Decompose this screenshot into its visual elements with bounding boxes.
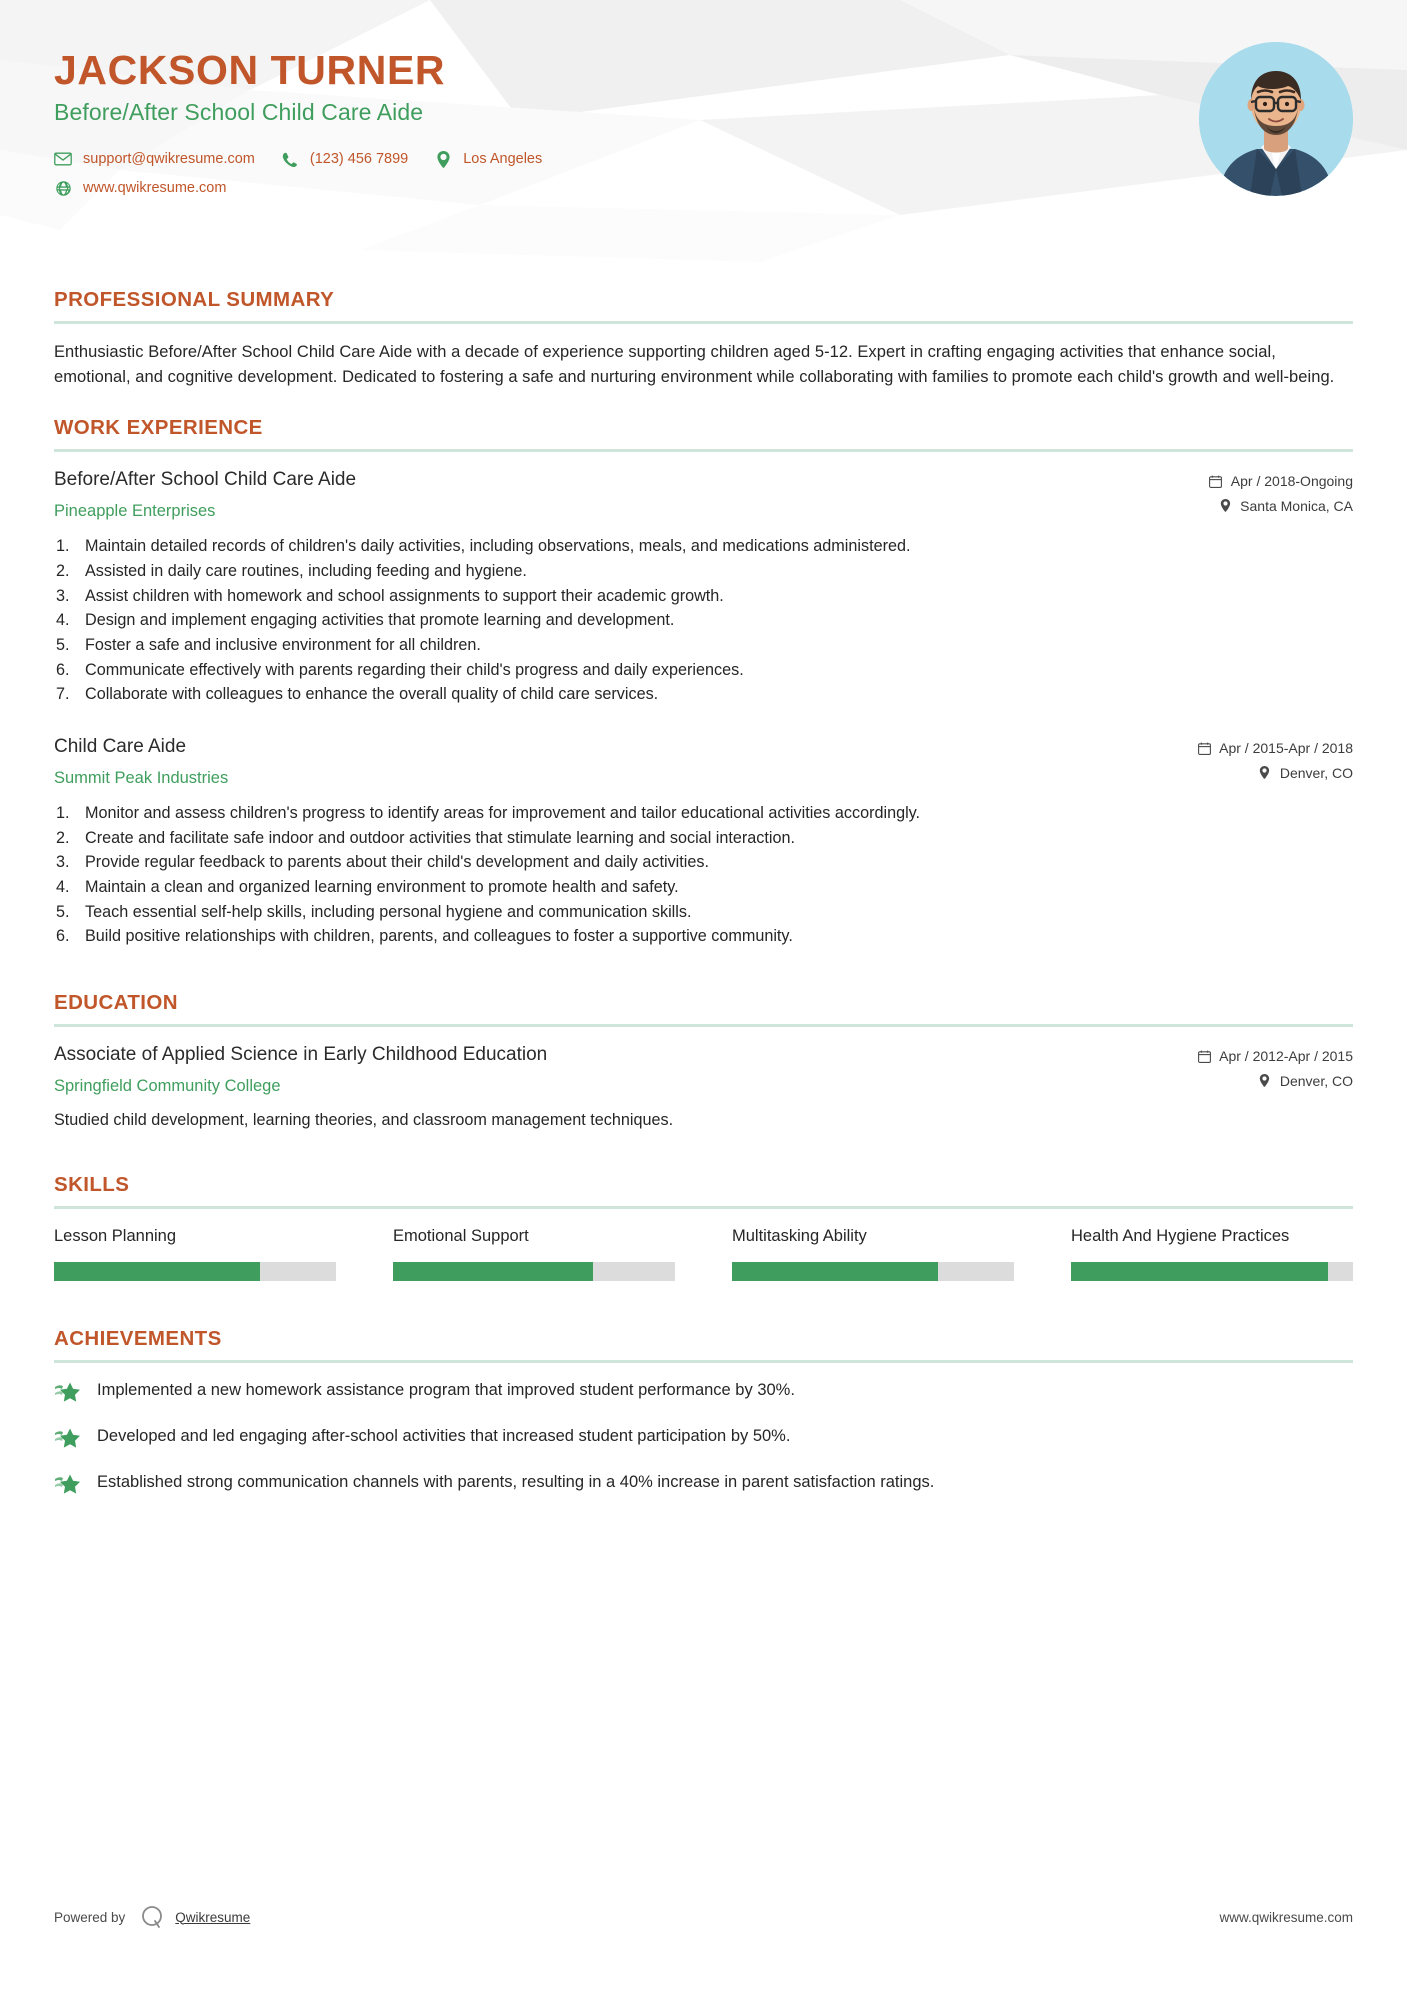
powered-by-label: Powered by	[54, 1909, 126, 1925]
skill-item	[1071, 1225, 1353, 1281]
skill-progress-fill	[393, 1262, 593, 1281]
experience-bullet: Maintain a clean and organized learning environment to promote health and safety.	[85, 878, 679, 897]
skill-progress-fill	[1071, 1262, 1328, 1281]
experience-bullet: Foster a safe and inclusive environment for all children.	[85, 636, 481, 655]
education-school: Springfield Community College	[54, 1076, 281, 1095]
section-achievements	[54, 1327, 1353, 1495]
star-badge-icon	[54, 1473, 80, 1495]
section-title-education: EDUCATION	[54, 991, 178, 1014]
contact-row-primary	[54, 151, 568, 167]
calendar-icon	[1197, 741, 1211, 755]
globe-icon	[54, 180, 72, 196]
section-professional-summary	[54, 288, 1353, 390]
section-education	[54, 991, 1353, 1133]
experience-bullet: Collaborate with colleagues to enhance the overall quality of child care services.	[85, 685, 659, 704]
qwikresume-link[interactable]: Qwikresume	[175, 1909, 251, 1925]
skill-progress-track	[393, 1262, 675, 1281]
achievement-item	[54, 1379, 1353, 1403]
calendar-icon	[1209, 474, 1223, 488]
experience-entry	[54, 468, 1353, 707]
experience-location	[1209, 498, 1353, 514]
skill-progress-track	[54, 1262, 336, 1281]
experience-bullet: Design and implement engaging activities that promote learning and development.	[85, 611, 675, 630]
resume-footer	[54, 1904, 1353, 1930]
education-degree: Associate of Applied Science in Early Childhood Education	[54, 1044, 548, 1065]
section-divider	[54, 321, 1353, 324]
contact-location-text: Los Angeles	[463, 151, 543, 168]
education-location	[1197, 1073, 1353, 1089]
contact-email[interactable]	[54, 151, 255, 167]
skill-label: Health And Hygiene Practices	[1071, 1226, 1290, 1245]
contact-location	[434, 151, 542, 167]
section-title-skills: SKILLS	[54, 1172, 130, 1196]
envelope-icon	[54, 151, 72, 167]
resume-body	[0, 288, 1407, 1495]
avatar	[1199, 42, 1353, 196]
experience-bullet: Provide regular feedback to parents about their child's development and daily activities.	[85, 853, 709, 872]
contact-email-text: support@qwikresume.com	[83, 151, 255, 168]
experience-company: Pineapple Enterprises	[54, 502, 216, 521]
candidate-name: JACKSON TURNER	[54, 47, 446, 93]
section-title-experience: WORK EXPERIENCE	[54, 416, 263, 440]
calendar-icon	[1197, 1049, 1211, 1063]
education-date	[1197, 1048, 1353, 1064]
experience-bullet: Maintain detailed records of children's daily activities, including observations, meals, and medications administered.	[85, 537, 911, 556]
location-pin-icon	[434, 151, 452, 167]
avatar-illustration	[1199, 42, 1353, 196]
experience-bullets	[54, 535, 1353, 707]
skills-grid	[54, 1225, 1353, 1281]
skill-progress-fill	[732, 1262, 938, 1281]
contact-phone[interactable]	[281, 151, 408, 167]
resume-header	[0, 0, 1407, 262]
map-marker-icon	[1218, 499, 1232, 513]
achievement-text: Implemented a new homework assistance program that improved student performance by 30%.	[97, 1380, 795, 1399]
map-marker-icon	[1258, 766, 1272, 780]
skill-label: Emotional Support	[393, 1226, 529, 1245]
section-divider	[54, 449, 1353, 452]
contact-details	[54, 151, 568, 196]
contact-website[interactable]	[54, 180, 226, 196]
section-skills	[54, 1173, 1353, 1281]
experience-bullet: Communicate effectively with parents regarding their child's progress and daily experiences.	[85, 660, 744, 679]
experience-bullet: Teach essential self-help skills, including personal hygiene and communication skills.	[85, 902, 692, 921]
experience-bullet: Assisted in daily care routines, including feeding and hygiene.	[85, 562, 527, 581]
skill-item	[54, 1225, 336, 1281]
star-badge-icon	[54, 1381, 80, 1403]
experience-bullets	[54, 802, 1353, 949]
achievement-text: Established strong communication channels with parents, resulting in a 40% increase in parent satisfaction ratings.	[97, 1472, 935, 1491]
skill-item	[393, 1225, 675, 1281]
achievement-item	[54, 1471, 1353, 1495]
section-work-experience	[54, 416, 1353, 949]
skill-label: Lesson Planning	[54, 1226, 177, 1245]
section-divider	[54, 1360, 1353, 1363]
contact-website-text: www.qwikresume.com	[83, 180, 227, 197]
section-divider	[54, 1024, 1353, 1027]
experience-bullet: Create and facilitate safe indoor and outdoor activities that stimulate learning and social interaction.	[85, 828, 795, 847]
star-badge-icon	[54, 1427, 80, 1449]
experience-date-text: Apr / 2018-Ongoing	[1230, 473, 1353, 490]
experience-location-text: Denver, CO	[1279, 765, 1353, 782]
map-marker-icon	[1258, 1074, 1272, 1088]
footer-website[interactable]: www.qwikresume.com	[1219, 1909, 1353, 1925]
education-description: Studied child development, learning theories, and classroom management techniques.	[54, 1111, 674, 1129]
education-entry	[54, 1043, 1353, 1133]
qwikresume-logo-icon	[139, 1904, 165, 1930]
skill-item	[732, 1225, 1014, 1281]
experience-job-title: Child Care Aide	[54, 736, 187, 758]
achievement-item	[54, 1425, 1353, 1449]
experience-bullet: Assist children with homework and school assignments to support their academic growth.	[85, 586, 724, 605]
contact-phone-text: (123) 456 7899	[309, 151, 409, 168]
skill-label: Multitasking Ability	[732, 1226, 867, 1245]
section-title-achievements: ACHIEVEMENTS	[54, 1326, 222, 1350]
experience-date-text: Apr / 2015-Apr / 2018	[1219, 740, 1353, 757]
candidate-job-title: Before/After School Child Care Aide	[54, 99, 424, 126]
experience-location-text: Santa Monica, CA	[1240, 498, 1353, 515]
experience-bullet: Build positive relationships with children, parents, and colleagues to foster a supportive community.	[85, 927, 793, 946]
experience-location	[1197, 765, 1353, 781]
achievement-text: Developed and led engaging after-school activities that increased student participation by 50%.	[97, 1426, 791, 1445]
section-title-summary: PROFESSIONAL SUMMARY	[54, 288, 335, 311]
education-location-text: Denver, CO	[1279, 1073, 1353, 1089]
section-divider	[54, 1206, 1353, 1209]
experience-bullet: Monitor and assess children's progress to identify areas for improvement and tailor educational activities accordingly.	[85, 804, 921, 823]
skill-progress-track	[1071, 1262, 1353, 1281]
skill-progress-fill	[54, 1262, 260, 1281]
experience-job-title: Before/After School Child Care Aide	[54, 469, 357, 491]
experience-company: Summit Peak Industries	[54, 768, 229, 787]
summary-text: Enthusiastic Before/After School Child Care Aide with a decade of experience supporting children aged 5-12. Expert in crafting engaging activities that enhance social, emotional, and cognitive development. Dedicated to fostering a safe and nurturing environment while collaborating with families to promote each child's growth and well-being.	[54, 343, 1335, 387]
education-date-text: Apr / 2012-Apr / 2015	[1219, 1048, 1353, 1064]
experience-entry	[54, 735, 1353, 949]
footer-branding	[54, 1904, 250, 1930]
experience-date	[1209, 473, 1353, 489]
skill-progress-track	[732, 1262, 1014, 1281]
contact-row-secondary	[54, 180, 568, 196]
experience-date	[1197, 740, 1353, 756]
phone-icon	[281, 151, 299, 167]
